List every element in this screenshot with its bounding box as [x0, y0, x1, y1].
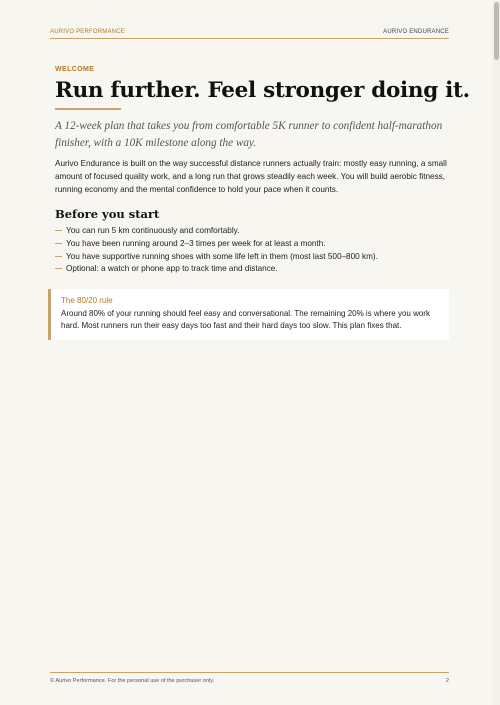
- list-item-text: You have supportive running shoes with some life left in them (most last 500–800 km).: [66, 251, 378, 261]
- bullet-dash: [55, 256, 62, 257]
- running-header: [50, 29, 449, 39]
- callout-box: [48, 289, 449, 340]
- title-underline: [55, 108, 121, 110]
- prereqs-heading: Before you start: [55, 207, 160, 221]
- page-number: 2: [445, 678, 449, 684]
- footer-copyright: © Aurivo Performance. For the personal use of the purchaser only.: [50, 678, 215, 684]
- header-brand: AURIVO PERFORMANCE: [50, 29, 125, 35]
- section-eyebrow: WELCOME: [55, 66, 95, 73]
- bullet-dash: [55, 268, 62, 269]
- list-item: [55, 263, 455, 276]
- bullet-dash: [55, 230, 62, 231]
- list-item-text: Optional: a watch or phone app to track time and distance.: [66, 264, 278, 274]
- list-item: [55, 225, 455, 238]
- callout-title: The 80/20 rule: [61, 296, 113, 305]
- callout-body: Around 80% of your running should feel easy and conversational. The remaining 20% is where you work hard. Most runners run their easy days too fast and their hard days too slow. This plan fixes that.: [61, 309, 430, 331]
- page-footer: [50, 672, 449, 684]
- lede-paragraph: A 12-week plan that takes you from comfortable 5K runner to confident half-marathon finisher, with a 10K milestone along the way.: [55, 120, 443, 149]
- list-item-text: You can run 5 km continuously and comfortably.: [66, 226, 240, 235]
- header-product: AURIVO ENDURANCE: [383, 29, 449, 35]
- page-title: Run further. Feel stronger doing it.: [55, 78, 470, 103]
- list-item: [55, 251, 455, 264]
- list-item: [55, 238, 455, 251]
- scrollbar-thumb[interactable]: [494, 2, 499, 60]
- list-item-text: You have been running around 2–3 times per week for at least a month.: [66, 238, 326, 248]
- intro-paragraph: Aurivo Endurance is built on the way successful distance runners actually train: mostly easy running, a small amount of focused quality work, and a long run that grows steadily each week. You will build aerobic fitness, running economy and the mental confidence to hold your pace when it counts.: [55, 159, 447, 194]
- prereqs-list: [55, 225, 455, 276]
- bullet-dash: [55, 243, 62, 244]
- vertical-scrollbar[interactable]: [492, 0, 500, 705]
